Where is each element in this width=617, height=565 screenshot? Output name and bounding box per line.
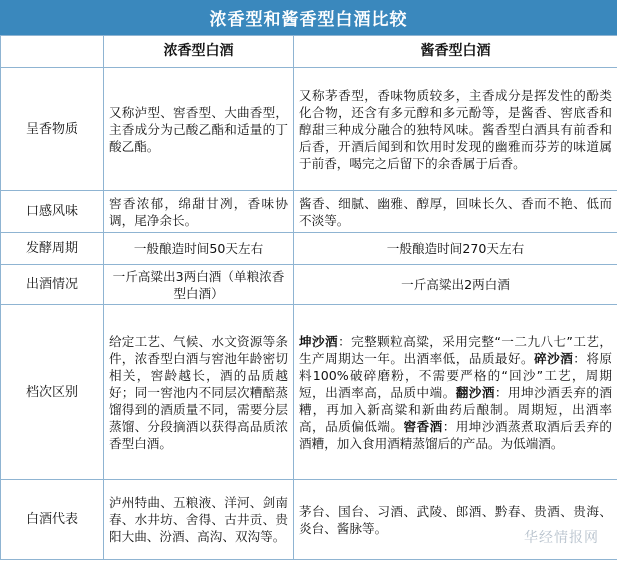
grade-text: ：完整颗粒高粱，采用完整“一二九八七”工艺，生产周期达一年。出酒率低，品质最好。 — [299, 333, 612, 366]
nongxiang-cell: 一斤高粱出3两白酒（单粮浓香型白酒） — [104, 265, 294, 305]
row-label: 档次区别 — [1, 305, 104, 480]
grade-term: 翻沙酒 — [455, 384, 495, 400]
table-row — [1, 265, 617, 305]
grade-term: 坤沙酒 — [299, 333, 339, 349]
header-row — [1, 36, 617, 68]
row-label: 呈香物质 — [1, 68, 104, 191]
jiangxiang-cell: 茅台、国台、习酒、武陵、郎酒、黔春、贵酒、贵海、炎台、酱脉等。 — [294, 480, 617, 560]
table-row — [1, 68, 617, 191]
row-label: 口感风味 — [1, 191, 104, 233]
jiangxiang-cell: 一般酿造时间270天左右 — [294, 233, 617, 265]
jiangxiang-cell: 一斤高粱出2两白酒 — [294, 265, 617, 305]
jiangxiang-cell: 又称茅香型，香味物质较多，主香成分是挥发性的酚类化合物，还含有多元醇和多元酚等，是酱香、窖底香和醇甜三种成分融合的独特风味。酱香型白酒具有前香和后香，开酒后闻到和饮用时发现的幽雅而芬芳的味道属于前香，喝完之后留下的余香属于后香。 — [294, 68, 617, 191]
jiangxiang-cell: 酱香、细腻、幽雅、醇厚，回味长久、香而不艳、低而不淡等。 — [294, 191, 617, 233]
table-row — [1, 305, 617, 480]
nongxiang-cell: 泸州特曲、五粮液、洋河、剑南春、水井坊、舍得、古井贡、贵阳大曲、汾酒、高沟、双沟等。 — [104, 480, 294, 560]
jiangxiang-cell — [294, 305, 617, 480]
grade-text: ：用坤沙酒蒸煮取酒后丢弃的酒糟，加入食用酒精蒸馏后的产品。为低端酒。 — [299, 418, 613, 451]
nongxiang-cell: 窖香浓郁，绵甜甘冽，香味协调，尾净余长。 — [104, 191, 294, 233]
watermark: 华经情报网 — [524, 530, 599, 546]
comparison-table — [0, 35, 617, 560]
nongxiang-cell: 一般酿造时间50天左右 — [104, 233, 294, 265]
table-row — [1, 233, 617, 265]
row-label: 出酒情况 — [1, 265, 104, 305]
header-empty — [1, 36, 104, 68]
table-title: 浓香型和酱香型白酒比较 — [0, 0, 617, 35]
header-jiangxiang: 酱香型白酒 — [294, 36, 617, 68]
nongxiang-cell: 给定工艺、气候、水文资源等条件，浓香型白酒与窖池年龄密切相关，窖龄越长，酒的品质越好；同一窖池内不同层次糟醅蒸馏得到的酒质量不同，需要分层蒸馏、分段摘酒以获得高品质浓香型白酒。 — [104, 305, 294, 480]
row-label: 发酵周期 — [1, 233, 104, 265]
grade-text: ：用坤沙酒丢弃的酒糟，再加入新高粱和新曲药后酿制。周期短，出酒率高，品质偏低端。 — [299, 384, 613, 434]
header-nongxiang: 浓香型白酒 — [104, 36, 294, 68]
grade-text: ：将原料100%破碎磨粉，不需要严格的“回沙”工艺，周期短，出酒率高，品质中端。 — [299, 350, 613, 400]
grade-term: 窖香酒 — [403, 418, 443, 434]
table-row — [1, 191, 617, 233]
nongxiang-cell: 又称泸型、窖香型、大曲香型，主香成分为己酸乙酯和适量的丁酸乙酯。 — [104, 68, 294, 191]
grade-term: 碎沙酒 — [534, 350, 574, 366]
row-label: 白酒代表 — [1, 480, 104, 560]
table-row — [1, 480, 617, 560]
